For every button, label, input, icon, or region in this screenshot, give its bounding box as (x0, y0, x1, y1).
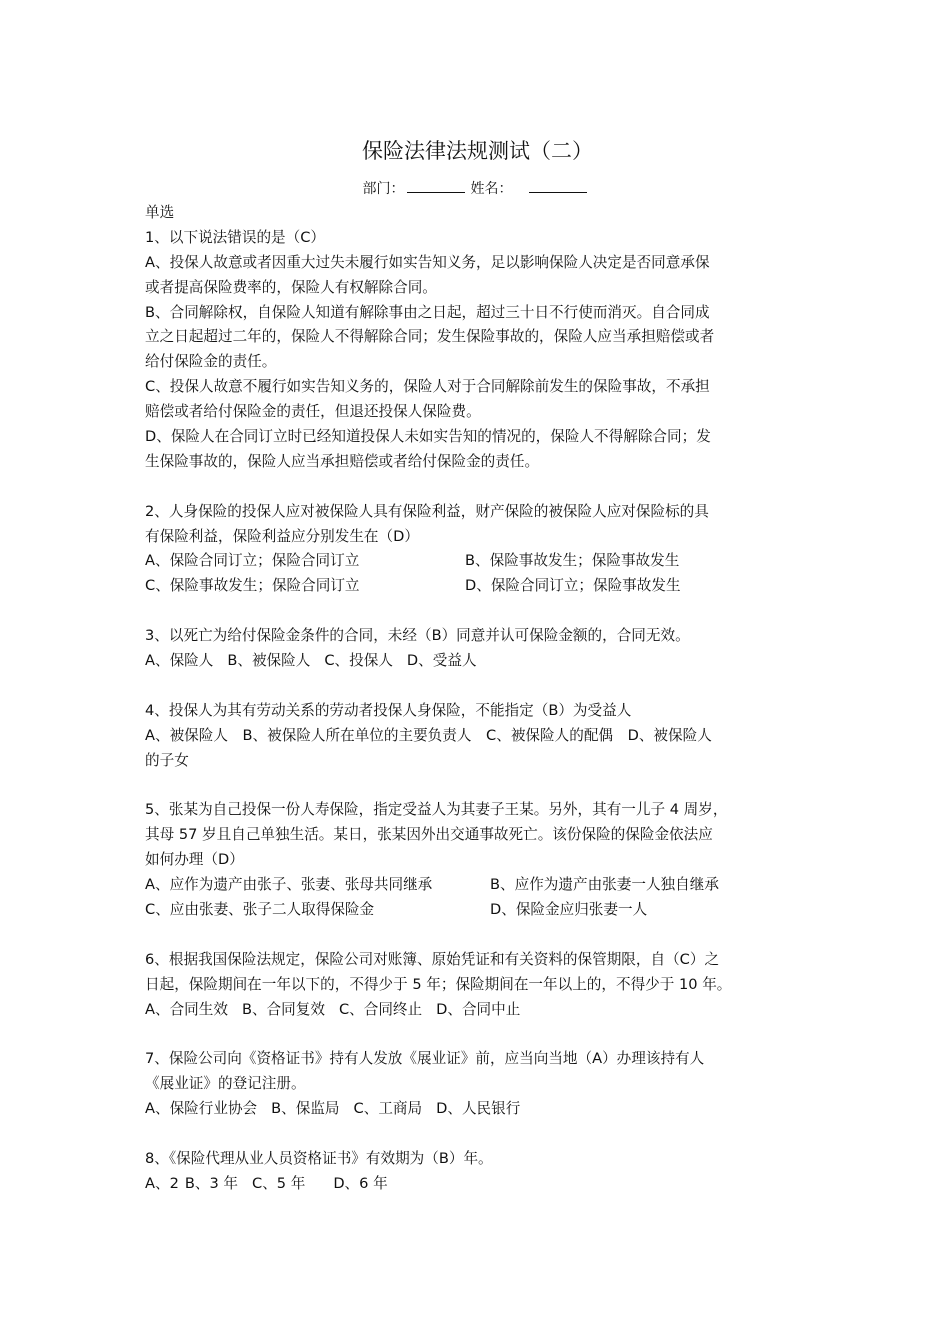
options: A、被保险人 B、被保险人所在单位的主要负责人 C、被保险人的配偶 D、被保险人 (145, 726, 712, 744)
option-d: D、合同中止 (436, 1000, 521, 1018)
question-stem: 7、保险公司向《资格证书》持有人发放《展业证》前，应当向当地（A）办理该持有人 (145, 1050, 705, 1068)
option-c: C、投保人 (324, 652, 393, 670)
option-a: A、保险行业协会 (145, 1100, 258, 1118)
option-d: D、保险金应归张妻一人 (490, 900, 648, 918)
option-b: B、合同解除权，自保险人知道有解除事由之日起，超过三十日不行使而消灭。自合同成 (145, 303, 710, 321)
option-b: B、被保险人 (227, 652, 311, 670)
option-b-cont: 立之日起超过二年的，保险人不得解除合同；发生保险事故的，保险人应当承担赔偿或者 (145, 328, 715, 346)
option-d: D、保险合同订立；保险事故发生 (465, 577, 681, 595)
option-a: A、2 (145, 1174, 179, 1192)
document-title: 保险法律法规测试（二） (362, 139, 593, 163)
question-5 (145, 798, 810, 922)
option-c: C、投保人故意不履行如实告知义务的，保险人对于合同解除前发生的保险事故，不承担 (145, 378, 710, 396)
question-6 (145, 948, 810, 1023)
question-stem: 1、以下说法错误的是（C） (145, 228, 326, 246)
option-b: B、合同复效 (241, 1000, 325, 1018)
option-c: C、应由张妻、张子二人取得保险金 (145, 900, 375, 918)
option-a: A、投保人故意或者因重大过失未履行如实告知义务，足以影响保险人决定是否同意承保 (145, 253, 710, 271)
question-8 (145, 1147, 810, 1197)
option-a: A、保险人 (145, 652, 214, 670)
option-c: C、保险事故发生；保险合同订立 (145, 577, 360, 595)
question-3 (145, 624, 810, 674)
option-b: B、保险事故发生；保险事故发生 (465, 552, 680, 570)
option-a: A、应作为遗产由张子、张妻、张母共同继承 (145, 876, 433, 894)
dept-label: 部门： (362, 181, 405, 197)
question-stem: 6、根据我国保险法规定，保险公司对账簿、原始凭证和有关资料的保管期限，自（C）之 (145, 950, 720, 968)
question-stem-cont: 日起，保险期间在一年以下的，不得少于 5 年；保险期间在一年以上的，不得少于 10 年。 (145, 975, 732, 993)
option-b-cont: 给付保险金的责任。 (145, 353, 277, 371)
option-a: A、合同生效 (145, 1000, 228, 1018)
dept-blank[interactable] (407, 178, 465, 193)
header-fields (145, 178, 810, 199)
option-c-cont: 赔偿或者给付保险金的责任，但退还投保人保险费。 (145, 403, 481, 421)
option-d-cont: 生保险事故的，保险人应当承担赔偿或者给付保险金的责任。 (145, 452, 540, 470)
question-2 (145, 500, 810, 600)
question-stem-cont: 有保险利益，保险利益应分别发生在（D） (145, 527, 419, 545)
name-label: 姓名： (470, 181, 513, 197)
question-stem-cont: 如何办理（D） (145, 851, 244, 869)
option-a: A、保险合同订立；保险合同订立 (145, 552, 360, 570)
option-d: D、人民银行 (436, 1100, 521, 1118)
question-1 (145, 226, 810, 475)
question-stem-cont: 《展业证》的登记注册。 (145, 1075, 306, 1093)
question-stem: 5、张某为自己投保一份人寿保险，指定受益人为其妻子王某。另外，其有一儿子 4 周岁， (145, 801, 728, 819)
question-stem: 4、投保人为其有劳动关系的劳动者投保人身保险，不能指定（B）为受益人 (145, 701, 632, 719)
option-b: B、3 年 (184, 1174, 238, 1192)
question-4 (145, 699, 810, 774)
option-d: D、受益人 (406, 652, 477, 670)
option-d: D、保险人在合同订立时已经知道投保人未如实告知的情况的，保险人不得解除合同；发 (145, 428, 711, 446)
option-c: C、工商局 (353, 1100, 423, 1118)
option-c: C、合同终止 (338, 1000, 423, 1018)
option-b: B、保监局 (271, 1100, 340, 1118)
question-7 (145, 1047, 810, 1122)
section-label: 单选 (145, 204, 175, 221)
option-b: B、应作为遗产由张妻一人独自继承 (490, 876, 719, 894)
name-blank[interactable] (529, 178, 587, 193)
option-d: D、6 年 (333, 1174, 388, 1192)
options-cont: 的子女 (145, 751, 189, 769)
option-c: C、5 年 (252, 1174, 306, 1192)
question-stem-cont: 其母 57 岁且自己单独生活。某日，张某因外出交通事故死亡。该份保险的保险金依法应 (145, 826, 713, 844)
question-list (145, 201, 810, 1197)
option-a-cont: 或者提高保险费率的，保险人有权解除合同。 (145, 278, 437, 296)
question-stem: 2、人身保险的投保人应对被保险人具有保险利益，财产保险的被保险人应对保险标的具 (145, 502, 709, 520)
question-stem: 3、以死亡为给付保险金条件的合同，未经（B）同意并认可保险金额的，合同无效。 (145, 627, 690, 645)
question-stem: 8、《保险代理从业人员资格证书》有效期为（B）年。 (145, 1149, 493, 1167)
